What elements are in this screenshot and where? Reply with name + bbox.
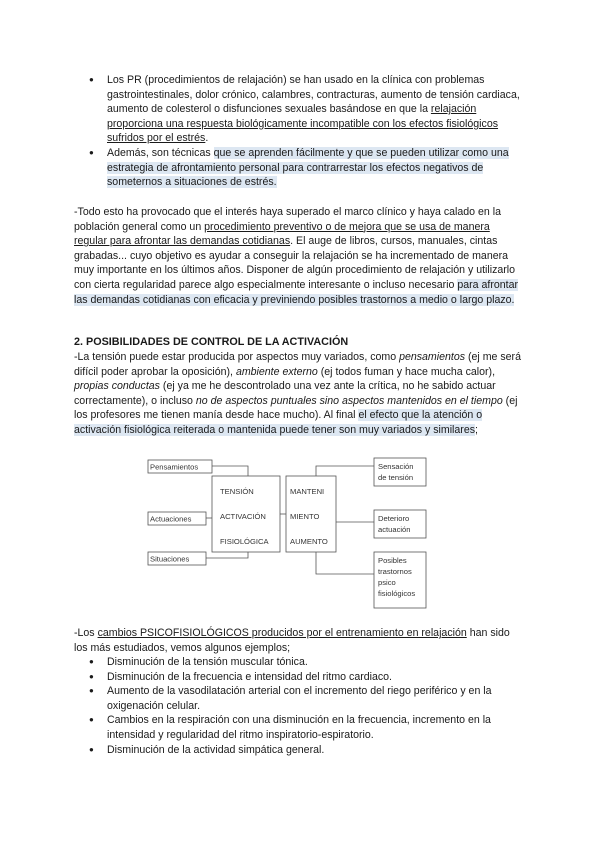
paragraph-text: -Todo esto ha provocado que el interés haya superado el marco clínico y haya calado en la población general como un	[74, 206, 501, 233]
list-item	[88, 146, 520, 190]
diagram-label-center: MANTENI	[290, 487, 325, 496]
diagram-label-center: AUMENTO	[290, 537, 328, 546]
list-item: ● Disminución de la tensión muscular tónica.	[88, 655, 520, 670]
bullet-text: Los PR (procedimientos de relajación) se han usado en la clínica con problemas gastrointestinales, dolor crónico, calambres, contracturas, aumento de tensión cardiaca, aumento de colesterol o disfunciones sexuales basándose en que la	[107, 74, 520, 116]
bullet-text-end: .	[205, 132, 209, 145]
bottom-bullet-list	[88, 655, 520, 757]
underlined-text: cambios PSICOFISIOLÓGICOS producidos por el entrenamiento en relajación	[97, 627, 467, 639]
highlighted-text: que se aprenden fácilmente y que se pueden utilizar como una estrategia de afrontamiento personal para contrarrestar los efectos negativos de someternos a situaciones de estrés.	[107, 146, 509, 189]
underlined-text: relajación proporciona una respuesta biológicamente incompatible con los efectos fisiológicos sufridos por el estrés	[107, 103, 499, 145]
diagram-label-output: Sensación	[378, 462, 414, 471]
diagram-label-output: actuación	[378, 525, 411, 534]
paragraph-text: (ej ya me he descontrolado una vez ante la crítica, no he sabido actuar correctamente), o incluso	[74, 380, 496, 407]
diagram-label-input: Actuaciones	[150, 514, 192, 524]
top-bullet-list	[88, 73, 520, 190]
section-heading: 2. POSIBILIDADES DE CONTROL DE LA ACTIVACIÓN	[74, 336, 349, 348]
diagram-connector	[316, 466, 374, 476]
diagram-connector	[212, 466, 248, 476]
paragraph-text: (ej me será difícil poder aprobar la oposición),	[74, 351, 521, 378]
diagram-label-center: FISIOLÓGICA	[220, 537, 269, 546]
bullet-text: Además, son técnicas	[107, 146, 214, 159]
diagram-connector	[206, 552, 248, 558]
diagram-label-input: Situaciones	[150, 554, 190, 564]
diagram-label-output: Posibles	[378, 556, 407, 565]
diagram-label-input: Pensamientos	[150, 462, 199, 472]
paragraph-text: -La tensión puede estar producida por aspectos muy variados, como	[74, 351, 400, 363]
list-item	[88, 73, 520, 146]
italic-text: propias conductas	[74, 380, 160, 393]
paragraph-text: ;	[475, 423, 478, 436]
list-item: ● Cambios en la respiración con una disminución en la frecuencia, incremento en la intensidad y regularidad del ritmo inspiratorio-espiratorio.	[88, 713, 520, 742]
paragraph-text: (ej todos fuman y hace mucha calor),	[317, 365, 496, 378]
italic-text: pensamientos	[399, 351, 466, 363]
paragraph-text: (ej los profesores me tienen manía desde hace mucho). Al final	[74, 394, 518, 422]
diagram-label-output: trastornos	[378, 567, 412, 576]
paragraph-psychophysiological	[74, 626, 524, 655]
paragraph-text: han sido los más estudiados, vemos algunos ejemplos;	[74, 627, 510, 654]
underlined-text: procedimiento preventivo o de mejora que se usa de manera regular para afrontar las demandas cotidianas	[74, 220, 490, 248]
italic-text: no de aspectos puntuales sino aspectos mantenidos en el tiempo	[195, 394, 503, 407]
paragraph-text: . El auge de libros, cursos, manuales, cintas grabadas... cuyo objetivo es ayudar a conseguir la relajación se ha incrementado de manera muy importante en los últimos años. Disponer de algún procedimiento de relajación y utilizarlo con cierta regularidad parece algo especialmente interesante o incluso necesario	[74, 235, 516, 291]
activation-diagram	[140, 456, 430, 612]
diagram-label-center: ACTIVACIÓN	[220, 512, 266, 521]
diagram-label-center: TENSIÓN	[220, 487, 254, 496]
diagram-label-center: MIENTO	[290, 512, 320, 521]
paragraph-text: -Los	[74, 627, 98, 639]
paragraph-tension-causes	[74, 350, 524, 438]
diagram-connector	[316, 552, 374, 574]
diagram-label-output: fisiológicos	[378, 589, 416, 598]
diagram-label-output: Deterioro	[378, 514, 410, 523]
highlighted-text: el efecto que la atención o activación fisiológica reiterada o mantenida puede tener son muy variados y similares	[74, 409, 483, 436]
paragraph-general-population	[74, 205, 524, 307]
highlighted-text: para afrontar las demandas cotidianas con eficacia y previniendo posibles trastornos a medio o largo plazo.	[74, 278, 519, 306]
italic-text: ambiente externo	[235, 365, 318, 378]
list-item: ● Disminución de la actividad simpática general.	[88, 743, 520, 758]
diagram-label-output: de tensión	[378, 473, 414, 482]
list-item: ● Aumento de la vasodilatación arterial con el incremento del riego periférico y en la oxigenación celular.	[88, 684, 520, 713]
list-item: ● Disminución de la frecuencia e intensidad del ritmo cardiaco.	[88, 670, 520, 685]
diagram-label-output: psico	[378, 578, 396, 587]
